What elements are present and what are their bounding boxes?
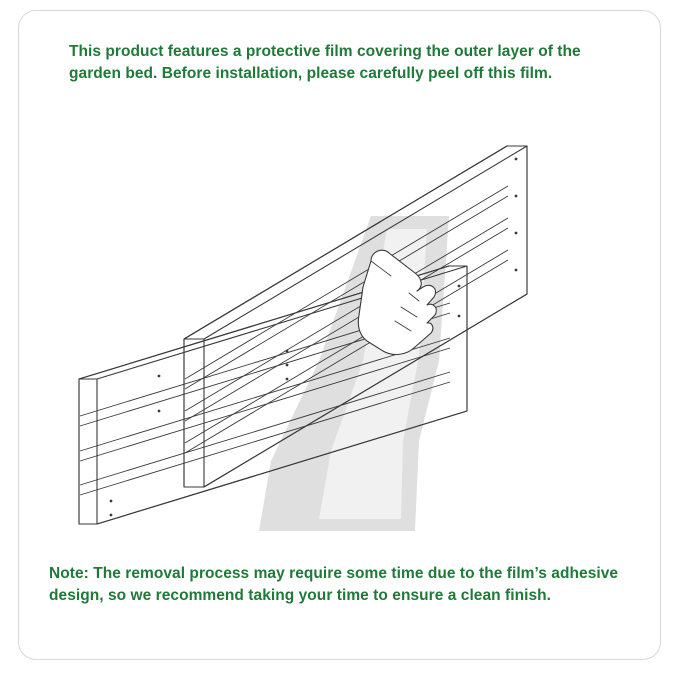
bottom-note-text: Note: The removal process may require some time due to the film’s adhesive design, so we recommend taking your time to ensure a clean finish. [49, 565, 619, 604]
garden-bed-illustration [19, 111, 660, 551]
top-instruction-text: This product features a protective film covering the outer layer of the garden bed. Before installation, please carefully peel off this film. [69, 43, 581, 82]
instruction-card [18, 10, 661, 660]
